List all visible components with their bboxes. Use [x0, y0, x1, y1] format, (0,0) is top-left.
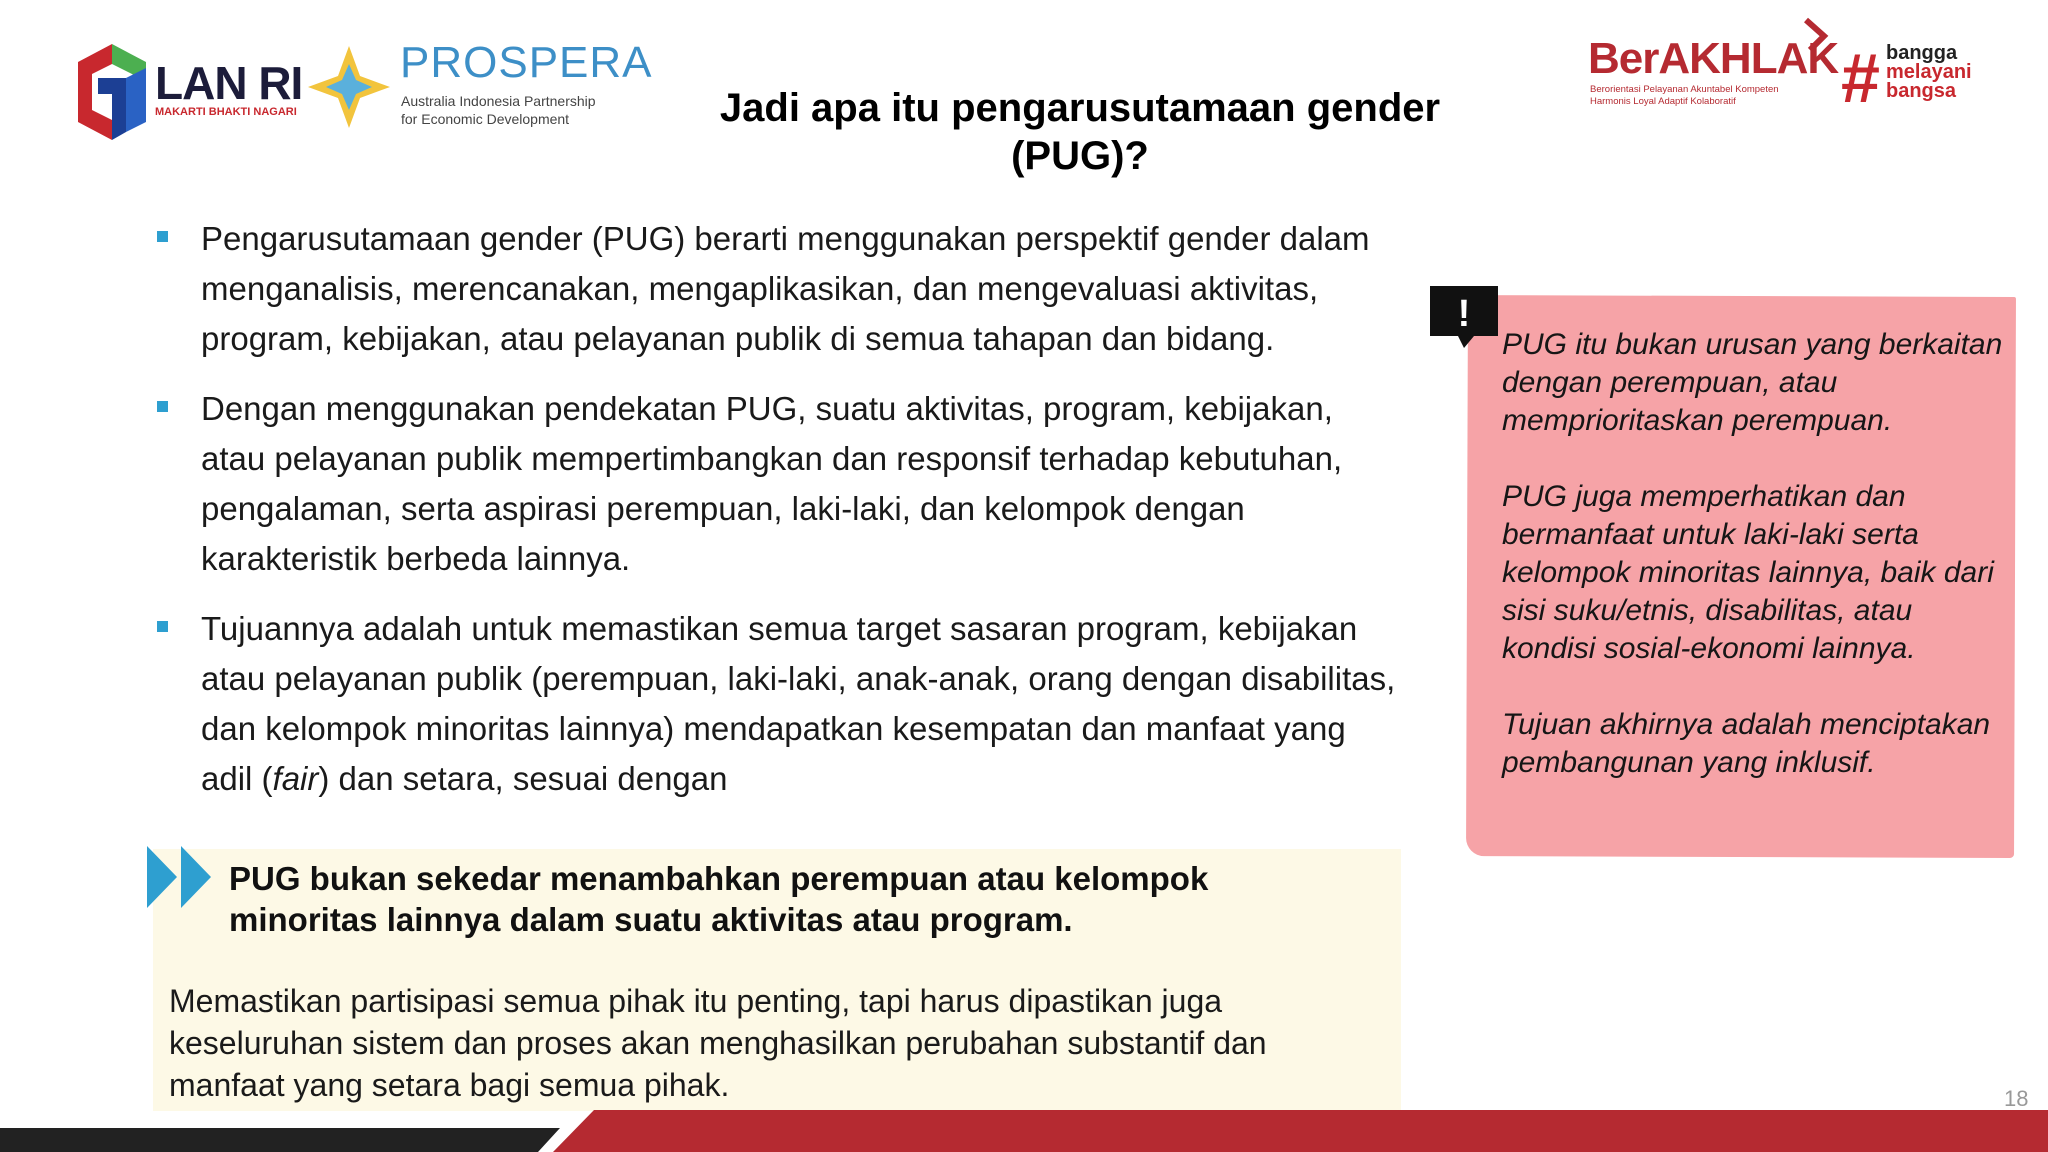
- callout-heading-line-2: minoritas lainnya dalam suatu aktivitas atau program.: [229, 901, 1073, 938]
- berakhlak-subtitle-1: Berorientasi Pelayanan Akuntabel Kompeten: [1590, 84, 1779, 95]
- bangga-word: bangga: [1886, 42, 1958, 64]
- sticky-note-text: [1502, 326, 2012, 820]
- note-paragraph: PUG itu bukan urusan yang berkaitan dengan perempuan, atau memprioritaskan perempuan.: [1502, 328, 2003, 437]
- callout-heading-line-1: PUG bukan sekedar menambahkan perempuan atau kelompok: [229, 860, 1209, 897]
- bullet-text: Dengan menggunakan pendekatan PUG, suatu aktivitas, program, kebijakan, atau pelayanan publik mempertimbangkan dan responsif terhadap kebutuhan, pengalaman, serta aspirasi perempuan, laki-laki, dan kelompok dengan karakteristik berbeda lainnya.: [201, 390, 1343, 577]
- slide-title-line-1: Jadi apa itu pengarusutamaan gender: [719, 86, 1441, 130]
- bullet-text-part: Tujuannya adalah untuk memastikan semua target sasaran program, kebijakan atau pelayanan publik (perempuan, laki-laki, anak-anak, orang dengan disabilitas, dan kelompok minoritas lainnya) mendapatkan kesempatan dan manfaat yang adil (: [201, 610, 1396, 797]
- prospera-name: PROSPERA: [400, 38, 653, 87]
- berakhlak-logo-text: BerAKHLAK: [1588, 34, 1839, 83]
- square-bullet-icon: [157, 621, 168, 632]
- double-arrow-icon: [147, 846, 215, 908]
- bullet-text-part: ) dan setara, sesuai dengan: [318, 760, 728, 797]
- chevron-right-icon: [1800, 16, 1834, 54]
- bullet-item: [155, 214, 1405, 364]
- callout-body: Memastikan partisipasi semua pihak itu penting, tapi harus dipastikan juga keseluruhan sistem dan proses akan menghasilkan perubahan substantif dan manfaat yang setara bagi semua pihak.: [169, 983, 1267, 1103]
- bullet-item: [155, 604, 1405, 804]
- melayani-word: melayani: [1886, 61, 1972, 83]
- bullet-text-italic: fair: [272, 760, 319, 797]
- prospera-subtitle-1: Australia Indonesia Partnership: [401, 93, 596, 109]
- exclamation-speech-bubble-icon: [1428, 284, 1500, 350]
- bangsa-word: bangsa: [1886, 80, 1957, 102]
- lan-ri-name: LAN RI: [155, 57, 303, 109]
- note-paragraph: PUG juga memperhatikan dan bermanfaat untuk laki-laki serta kelompok minoritas lainnya, baik dari sisi suku/etnis, disabilitas, atau kondisi sosial-ekonomi lainnya.: [1502, 480, 1994, 665]
- exclamation-glyph: !: [1457, 293, 1471, 335]
- bullet-item: [155, 384, 1405, 584]
- berakhlak-subtitle-2: Harmonis Loyal Adaptif Kolaboratif: [1590, 96, 1736, 107]
- bullet-list: [155, 214, 1405, 850]
- note-paragraph: Tujuan akhirnya adalah menciptakan pembangunan yang inklusif.: [1502, 708, 1991, 779]
- lan-ri-tagline: MAKARTI BHAKTI NAGARI: [155, 106, 297, 118]
- hashtag-icon: #: [1840, 39, 1879, 117]
- square-bullet-icon: [157, 401, 168, 412]
- bangga-melayani-bangsa-logo: [1886, 44, 1972, 101]
- footer-band: [0, 1110, 2048, 1152]
- prospera-subtitle-2: for Economic Development: [401, 111, 570, 127]
- bullet-text: Pengarusutamaan gender (PUG) berarti menggunakan perspektif gender dalam menganalisis, merencanakan, mengaplikasikan, dan mengevaluasi aktivitas, program, kebijakan, atau pelayanan publik di semua tahapan dan bidang.: [201, 220, 1370, 357]
- square-bullet-icon: [157, 231, 168, 242]
- slide-title: [650, 84, 1510, 180]
- slide-title-line-2: (PUG)?: [1011, 134, 1149, 178]
- prospera-star-icon: [306, 44, 392, 130]
- page-number: 18: [2004, 1086, 2029, 1111]
